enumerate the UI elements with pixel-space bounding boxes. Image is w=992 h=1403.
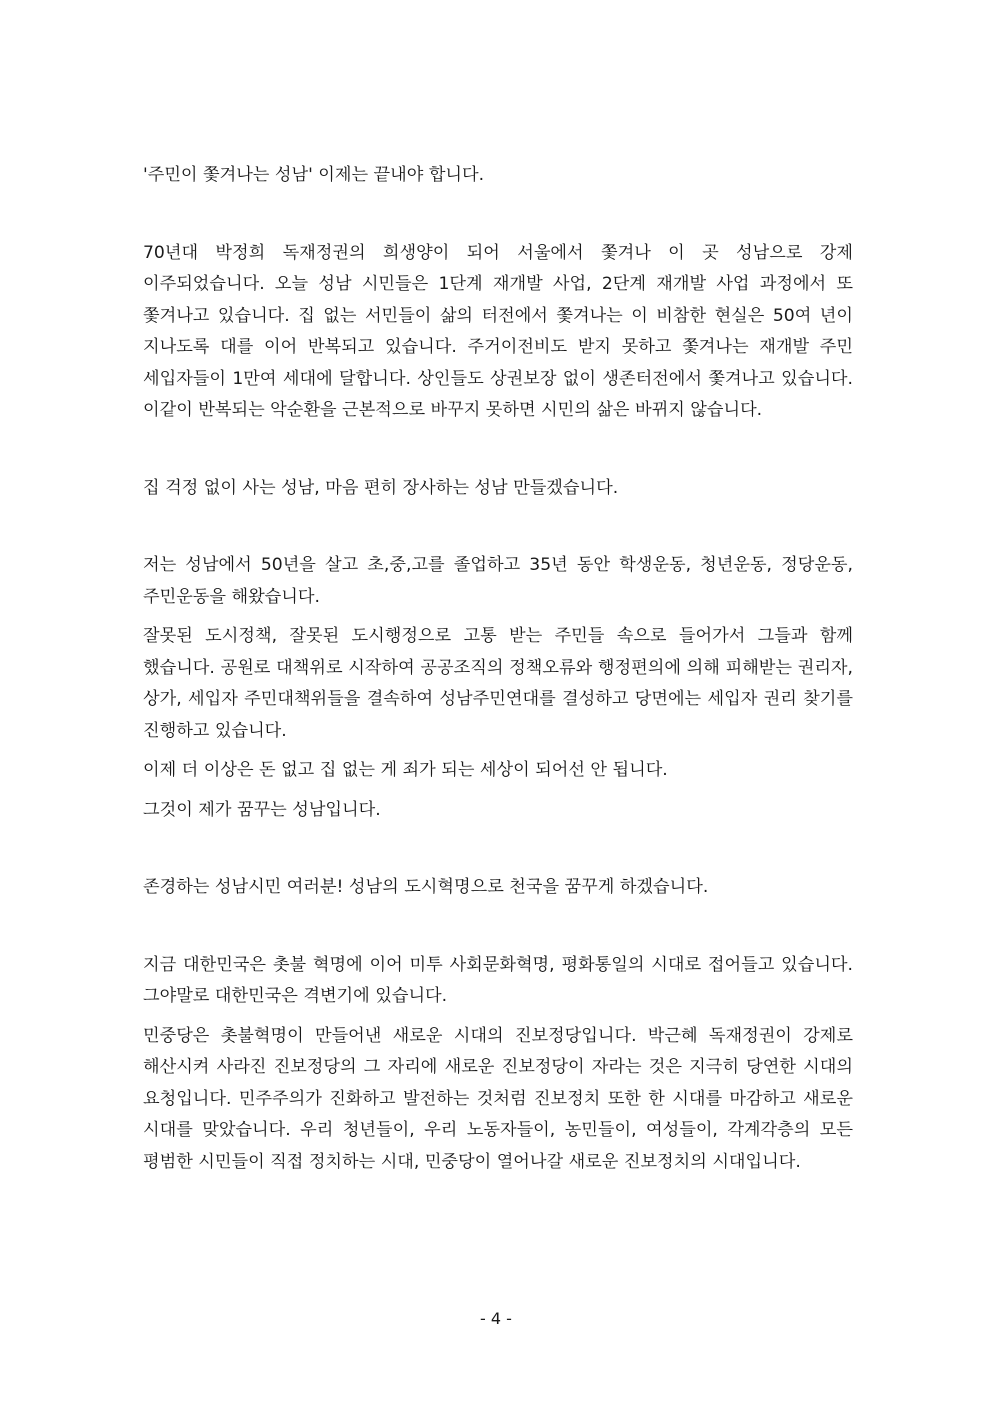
- body-paragraph: 잘못된 도시정책, 잘못된 도시행정으로 고통 받는 주민들 속으로 들어가서 그들과 함께 했습니다. 공원로 대책위로 시작하여 공공조직의 정책오류와 행정편의에 의해 피해받는 권리자, 상가, 세입자 주민대책위들을 결속하여 성남주민연대를 결성하고 당면에는 세입자 권리 찾기를 진행하고 있습니다.: [143, 626, 853, 741]
- body-paragraph: 저는 성남에서 50년을 살고 초,중,고를 졸업하고 35년 동안 학생운동, 청년운동, 정당운동, 주민운동을 해왔습니다.: [143, 555, 853, 607]
- body-paragraph: 지금 대한민국은 촛불 혁명에 이어 미투 사회문화혁명, 평화통일의 시대로 접어들고 있습니다. 그야말로 대한민국은 격변기에 있습니다.: [143, 954, 853, 1006]
- body-paragraph: 이제 더 이상은 돈 없고 집 없는 게 죄가 되는 세상이 되어선 안 됩니다.: [143, 760, 668, 780]
- heading-paragraph: 집 걱정 없이 사는 성남, 마음 편히 장사하는 성남 만들겠습니다.: [143, 477, 619, 498]
- heading-paragraph: 존경하는 성남시민 여러분! 성남의 도시혁명으로 천국을 꿈꾸게 하겠습니다.: [143, 877, 709, 897]
- body-paragraph: 그것이 제가 꿈꾸는 성남입니다.: [143, 799, 381, 820]
- body-paragraph: 70년대 박정희 독재정권의 희생양이 되어 서울에서 쫓겨나 이 곳 성남으로 강제 이주되었습니다. 오늘 성남 시민들은 1단계 재개발 사업, 2단계 재개발 사업 과정에서 또 쫓겨나고 있습니다. 집 없는 서민들이 삶의 터전에서 쫓겨나는 이 비참한 현실은 50여 년이 지나도록 대를 이어 반복되고 있습니다. 주거이전비도 받지 못하고 쫓겨나는 재개발 주민 세입자들이 1만여 세대에 달합니다. 상인들도 상권보장 없이 생존터전에서 쫓겨나고 있습니다. 이같이 반복되는 악순환을 근본적으로 바꾸지 못하면 시민의 삶은 바뀌지 않습니다.: [143, 242, 853, 420]
- heading-paragraph: '주민이 쫓겨나는 성남' 이제는 끝내야 합니다.: [143, 165, 485, 185]
- body-paragraph: 민중당은 촛불혁명이 만들어낸 새로운 시대의 진보정당입니다. 박근혜 독재정권이 강제로 해산시켜 사라진 진보정당의 그 자리에 새로운 진보정당이 자라는 것은 지극히 당연한 시대의 요청입니다. 민주주의가 진화하고 발전하는 것처럼 진보정치 또한 한 시대를 마감하고 새로운 시대를 맞았습니다. 우리 청년들이, 우리 노동자들이, 농민들이, 여성들이, 각계각층의 모든 평범한 시민들이 직접 정치하는 시대, 민중당이 열어나갈 새로운 진보정치의 시대입니다.: [143, 1025, 853, 1172]
- document-body: [143, 160, 853, 1178]
- page-number: - 4 -: [480, 1309, 512, 1328]
